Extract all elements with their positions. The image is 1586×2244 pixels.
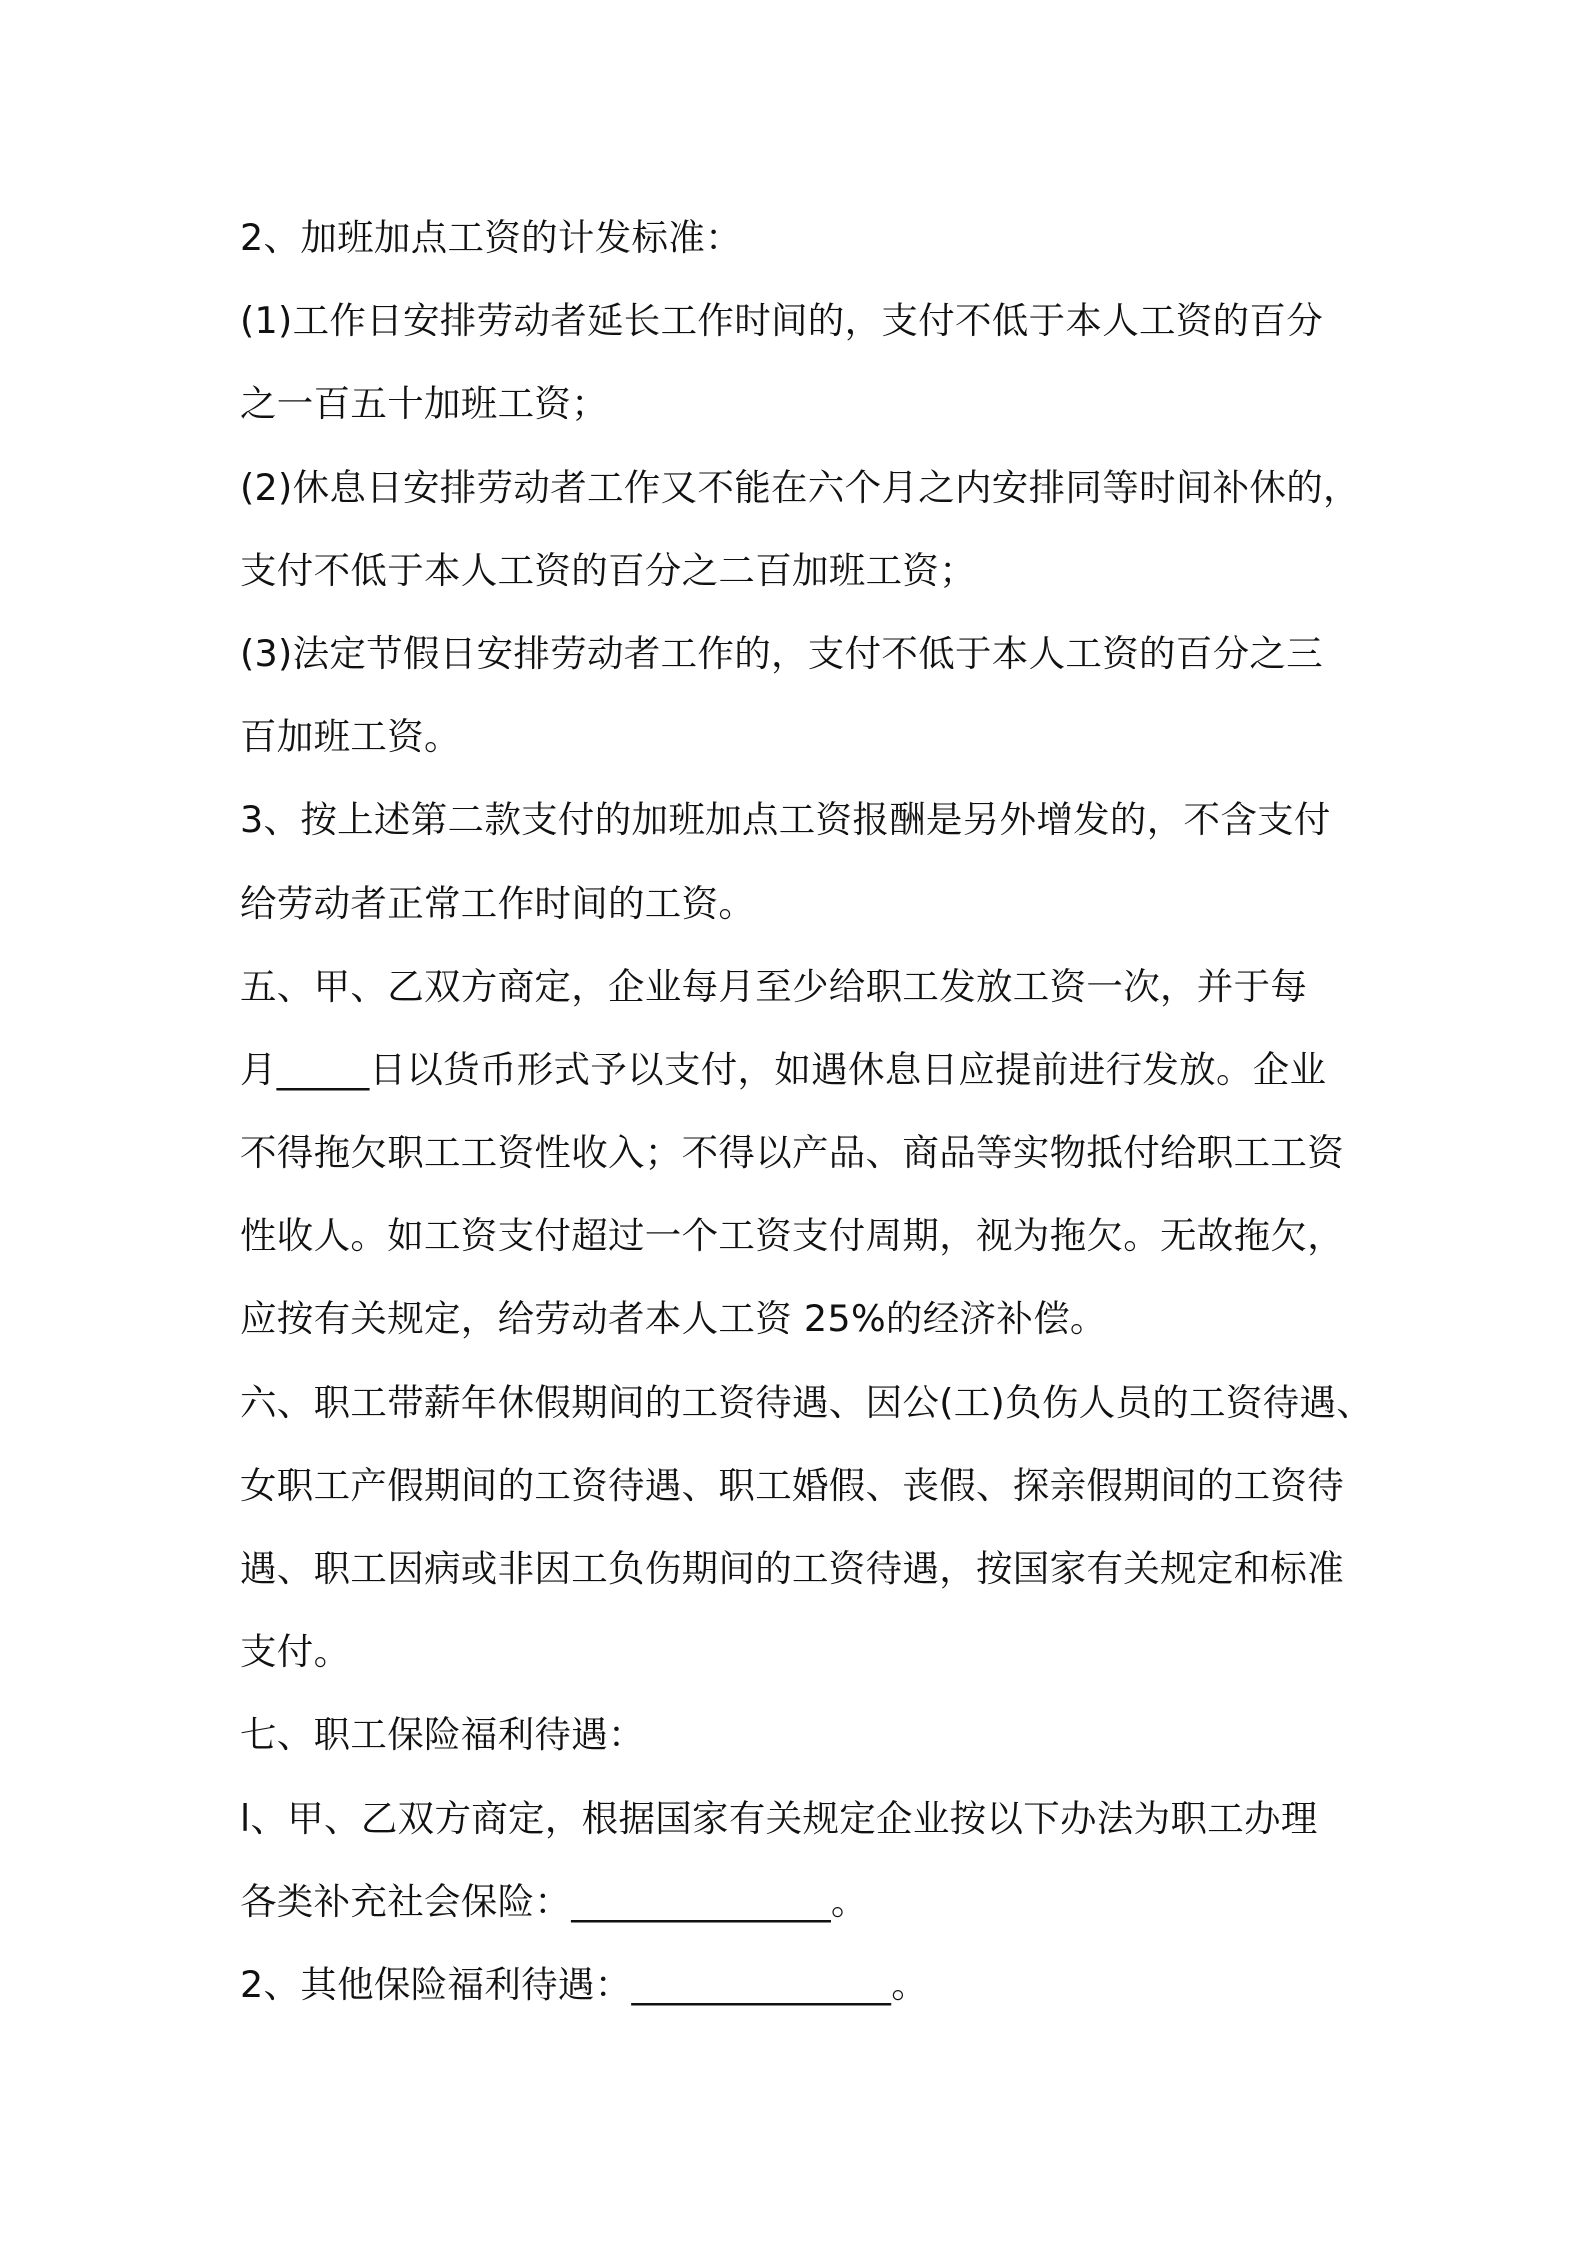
- text-line: 性收人。如工资支付超过一个工资支付周期，视为拖欠。无故拖欠，: [240, 1214, 1344, 1258]
- text-line: 应按有关规定，给劳动者本人工资 25%的经济补偿。: [240, 1297, 1107, 1341]
- text-line: 百加班工资。: [240, 715, 461, 759]
- text-line: 各类补充社会保险：______________。: [240, 1879, 868, 1923]
- text-line: 3、按上述第二款支付的加班加点工资报酬是另外增发的，不含支付: [240, 798, 1331, 842]
- text-line: (2)休息日安排劳动者工作又不能在六个月之内安排同等时间补休的，: [240, 465, 1360, 509]
- text-line: 不得拖欠职工工资性收入；不得以产品、商品等实物抵付给职工工资: [240, 1131, 1344, 1175]
- text-line: 2、加班加点工资的计发标准：: [240, 216, 742, 259]
- text-line: 六、职工带薪年休假期间的工资待遇、因公(工)负伤人员的工资待遇、: [240, 1380, 1374, 1424]
- text-line: 月_____日以货币形式予以支付，如遇休息日应提前进行发放。企业: [240, 1047, 1327, 1091]
- text-line: 2、其他保险福利待遇：______________。: [240, 1962, 929, 2006]
- document-body: [240, 196, 1380, 2026]
- text-line: 支付不低于本人工资的百分之二百加班工资；: [240, 548, 976, 592]
- text-line: l、甲、乙双方商定，根据国家有关规定企业按以下办法为职工办理: [240, 1796, 1318, 1840]
- text-line: 女职工产假期间的工资待遇、职工婚假、丧假、探亲假期间的工资待: [240, 1463, 1344, 1507]
- text-line: (1)工作日安排劳动者延长工作时间的，支付不低于本人工资的百分: [240, 299, 1324, 343]
- text-line: 七、职工保险福利待遇：: [240, 1713, 645, 1757]
- text-line: 遇、职工因病或非因工负伤期间的工资待遇，按国家有关规定和标准: [240, 1547, 1344, 1590]
- text-line: (3)法定节假日安排劳动者工作的，支付不低于本人工资的百分之三: [240, 631, 1324, 675]
- text-line: 支付。: [240, 1630, 351, 1674]
- text-line: 五、甲、乙双方商定，企业每月至少给职工发放工资一次，并于每: [240, 964, 1308, 1008]
- text-line: 之一百五十加班工资；: [240, 382, 608, 426]
- text-line: 给劳动者正常工作时间的工资。: [240, 881, 756, 925]
